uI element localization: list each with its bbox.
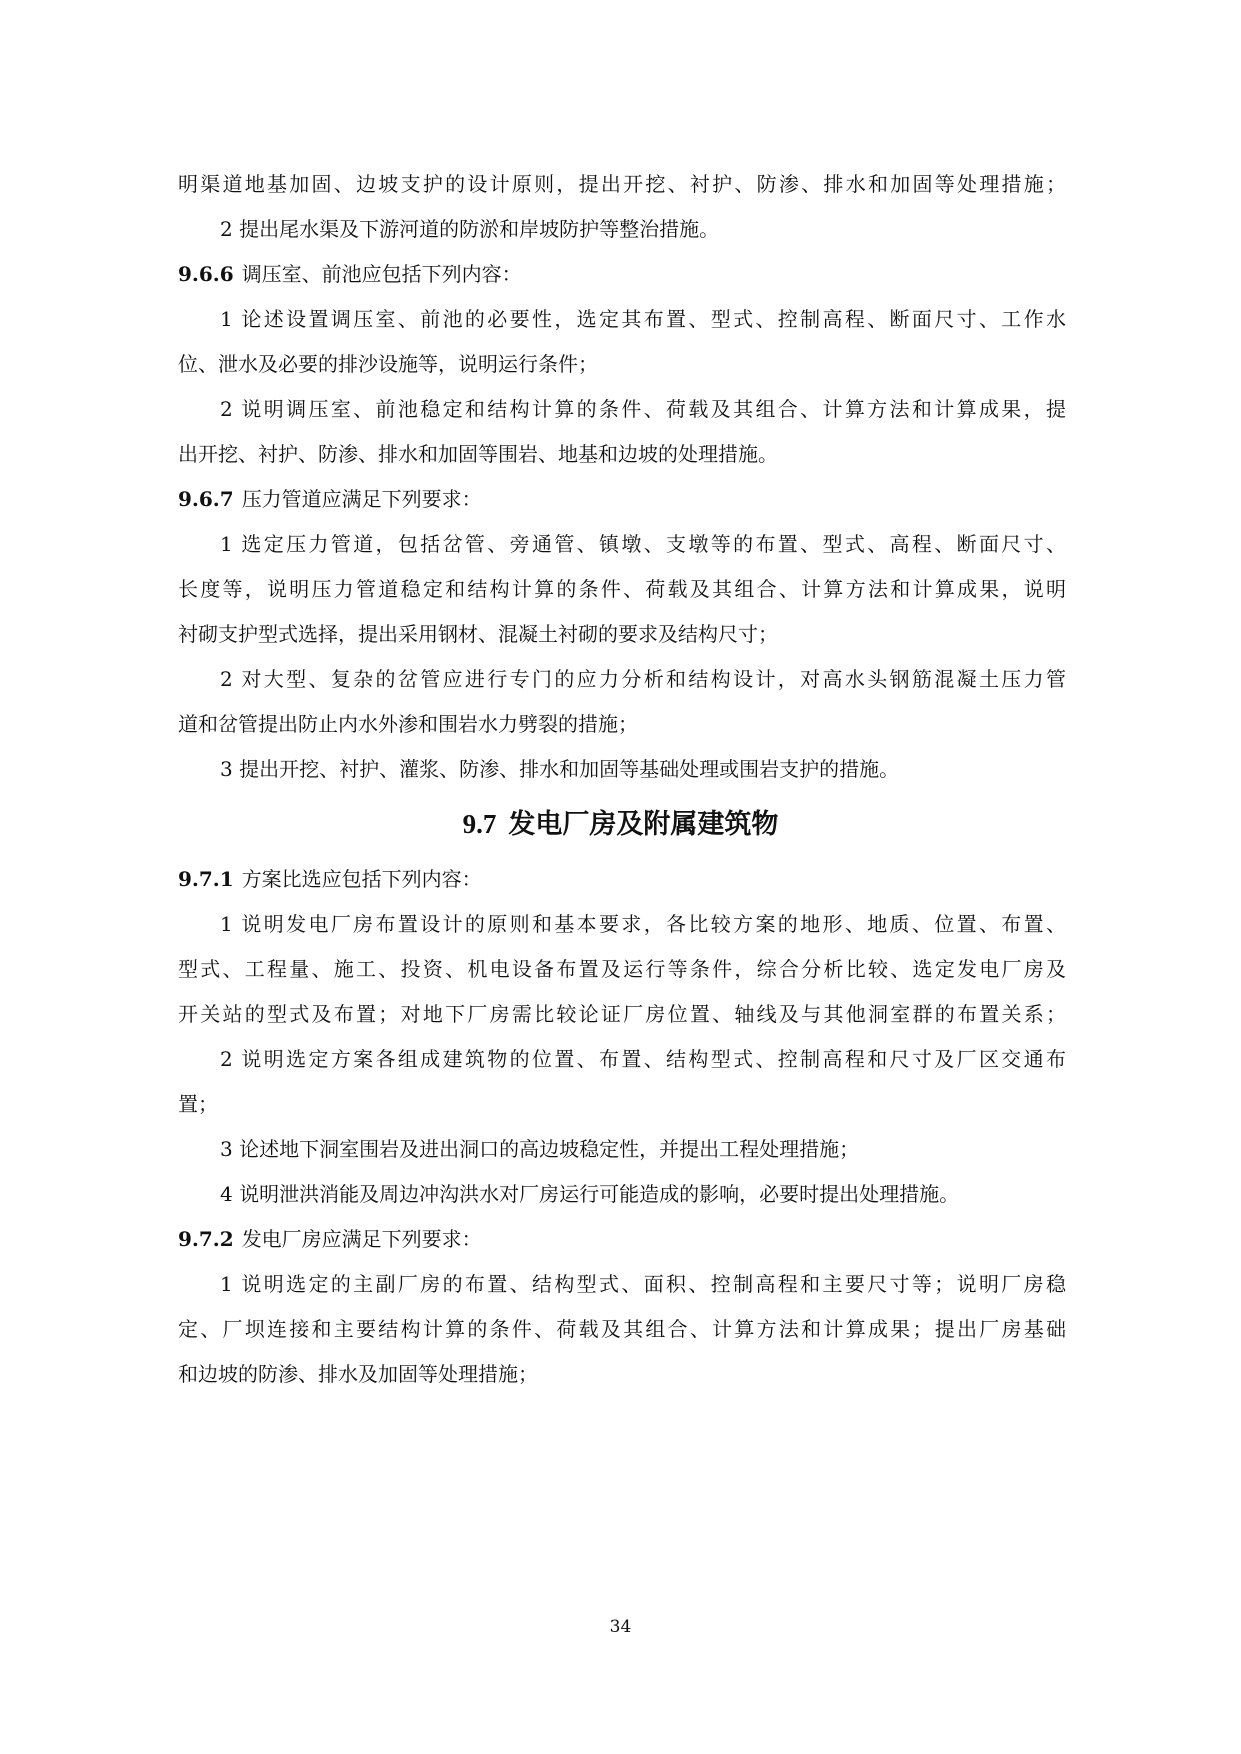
list-item-continuation: 出开挖、衬护、防渗、排水和加固等围岩、地基和边坡的处理措施。 bbox=[178, 442, 778, 466]
clause-number: 9.6.7 bbox=[178, 487, 234, 511]
clause-title: 方案比选应包括下列内容： bbox=[241, 867, 482, 891]
list-item-continuation: 和边坡的防渗、排水及加固等处理措施； bbox=[178, 1362, 538, 1386]
list-item-continuation: 道和岔管提出防止内水外渗和围岩水力劈裂的措施； bbox=[178, 712, 638, 736]
list-item: 2 说明调压室、前池稳定和结构计算的条件、荷载及其组合、计算方法和计算成果，提 bbox=[220, 397, 1066, 421]
clause-heading-9-7-1 bbox=[178, 867, 1066, 891]
continued-text-line: 明渠道地基加固、边坡支护的设计原则，提出开挖、衬护、防渗、排水和加固等处理措施； bbox=[178, 172, 1066, 196]
clause-number: 9.7.2 bbox=[178, 1227, 234, 1251]
section-heading-9-7 bbox=[0, 808, 1241, 841]
list-item: 1 说明选定的主副厂房的布置、结构型式、面积、控制高程和主要尺寸等；说明厂房稳 bbox=[220, 1272, 1066, 1296]
clause-title: 发电厂房应满足下列要求： bbox=[241, 1227, 482, 1251]
clause-title: 压力管道应满足下列要求： bbox=[241, 487, 482, 511]
list-item: 2 提出尾水渠及下游河道的防淤和岸坡防护等整治措施。 bbox=[220, 217, 720, 241]
list-item: 1 选定压力管道，包括岔管、旁通管、镇墩、支墩等的布置、型式、高程、断面尺寸、 bbox=[220, 532, 1066, 556]
section-title: 发电厂房及附属建筑物 bbox=[508, 809, 779, 840]
list-item-continuation: 型式、工程量、施工、投资、机电设备布置及运行等条件，综合分析比较、选定发电厂房及 bbox=[178, 957, 1066, 981]
list-item-continuation: 定、厂坝连接和主要结构计算的条件、荷载及其组合、计算方法和计算成果；提出厂房基础 bbox=[178, 1317, 1066, 1341]
list-item: 2 对大型、复杂的岔管应进行专门的应力分析和结构设计，对高水头钢筋混凝土压力管 bbox=[220, 667, 1066, 691]
page-number: 34 bbox=[609, 1617, 632, 1637]
list-item: 1 论述设置调压室、前池的必要性，选定其布置、型式、控制高程、断面尺寸、工作水 bbox=[220, 307, 1066, 331]
list-item: 4 说明泄洪消能及周边冲沟洪水对厂房运行可能造成的影响，必要时提出处理措施。 bbox=[220, 1182, 960, 1206]
list-item-continuation: 长度等，说明压力管道稳定和结构计算的条件、荷载及其组合、计算方法和计算成果，说明 bbox=[178, 577, 1066, 601]
list-item: 3 论述地下洞室围岩及进出洞口的高边坡稳定性，并提出工程处理措施； bbox=[220, 1137, 860, 1161]
section-number: 9.7 bbox=[462, 809, 497, 839]
clause-number: 9.6.6 bbox=[178, 262, 234, 286]
list-item-continuation: 衬砌支护型式选择，提出采用钢材、混凝土衬砌的要求及结构尺寸； bbox=[178, 622, 778, 646]
clause-title: 调压室、前池应包括下列内容： bbox=[241, 262, 522, 286]
list-item: 1 说明发电厂房布置设计的原则和基本要求，各比较方案的地形、地质、位置、布置、 bbox=[220, 912, 1066, 936]
clause-heading-9-6-7 bbox=[178, 487, 1066, 511]
clause-number: 9.7.1 bbox=[178, 867, 234, 891]
list-item-continuation: 位、泄水及必要的排沙设施等，说明运行条件； bbox=[178, 352, 598, 376]
list-item: 3 提出开挖、衬护、灌浆、防渗、排水和加固等基础处理或围岩支护的措施。 bbox=[220, 757, 900, 781]
list-item-continuation: 开关站的型式及布置；对地下厂房需比较论证厂房位置、轴线及与其他洞室群的布置关系； bbox=[178, 1002, 1066, 1026]
list-item-continuation: 置； bbox=[178, 1092, 218, 1116]
clause-heading-9-6-6 bbox=[178, 262, 1066, 286]
clause-heading-9-7-2 bbox=[178, 1227, 1066, 1251]
list-item: 2 说明选定方案各组成建筑物的位置、布置、结构型式、控制高程和尺寸及厂区交通布 bbox=[220, 1047, 1066, 1071]
